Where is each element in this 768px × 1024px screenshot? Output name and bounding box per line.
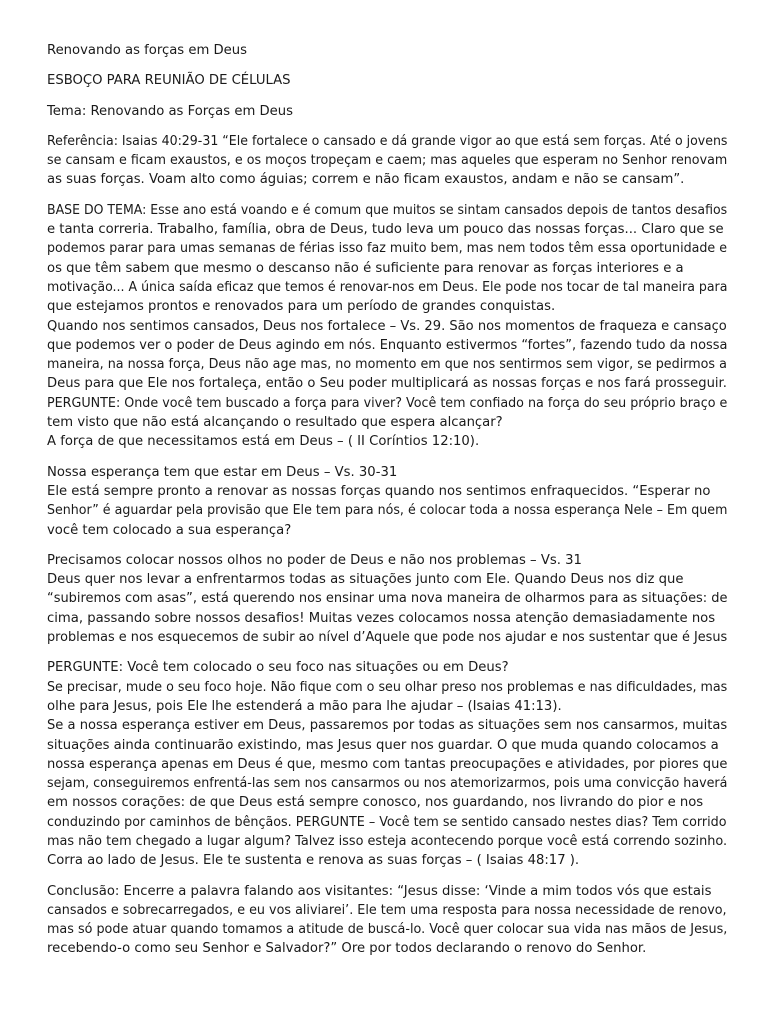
paragraph	[47, 882, 727, 959]
text-line: cima, passando sobre nossos desafios! Muitas vezes colocamos nossa atenção demasiadamente nos	[47, 610, 716, 626]
text-line: Se a nossa esperança estiver em Deus, passaremos por todas as situações sem nos cansarmos, muitas	[47, 718, 728, 734]
text-line: Se precisar, mude o seu foco hoje. Não fique com o seu olhar preso nos problemas e nas dificuldades, mas	[47, 679, 728, 695]
paragraph	[47, 102, 727, 121]
text-line: podemos parar para umas semanas de férias isso faz muito bem, mas nem todos têm essa oportunidade e	[47, 241, 727, 257]
text-line: Deus para que Ele nos fortaleça, então o Seu poder multiplicará as nossas forças e nos fará prosseguir.	[47, 376, 727, 392]
text-line: problemas e nos esquecemos de subir ao nível d’Aquele que pode nos ajudar e nos sustentar que é Jesus	[47, 630, 728, 646]
text-line: sejam, conseguiremos enfrentá-las sem nos cansarmos ou nos atemorizarmos, pois uma convicção haverá	[47, 776, 728, 792]
text-line: e tanta correria. Trabalho, família, obra de Deus, tudo leva um pouco das nossas forças... Claro que se	[47, 222, 724, 238]
text-line: recebendo-o como seu Senhor e Salvador?” Ore por todos declarando o renovo do Senhor.	[47, 941, 647, 957]
text-line: Nossa esperança tem que estar em Deus – Vs. 30-31	[47, 464, 398, 480]
text-line: as suas forças. Voam alto como águias; correm e não ficam exaustos, andam e não se cansam”.	[47, 172, 685, 188]
text-line: A força de que necessitamos está em Deus – ( II Coríntios 12:10).	[47, 434, 480, 450]
text-line: cansados e sobrecarregados, e eu vos aliviarei’. Ele tem uma resposta para nossa necessidade de renovo,	[47, 902, 727, 918]
text-line: nossa esperança apenas em Deus é que, mesmo com tantas preocupações e atividades, por piores que	[47, 756, 728, 772]
text-line: olhe para Jesus, pois Ele lhe estenderá a mão para lhe ajudar – (Isaias 41:13).	[47, 698, 562, 714]
text-line: Deus quer nos levar a enfrentarmos todas as situações junto com Ele. Quando Deus nos diz que	[47, 572, 684, 588]
paragraph	[47, 41, 727, 60]
text-line: se cansam e ficam exaustos, e os moços tropeçam e caem; mas aqueles que esperam no Senhor renovam	[47, 153, 728, 169]
text-line: situações ainda continuarão existindo, mas Jesus quer nos guardar. O que muda quando colocamos a	[47, 737, 719, 753]
text-line: os que têm sabem que mesmo o descanso não é suficiente para renovar as forças interiores e a	[47, 260, 684, 276]
paragraph	[47, 551, 727, 647]
text-line: motivação... A única saída eficaz que temos é renovar-nos em Deus. Ele pode nos tocar de tal maneira para	[47, 279, 728, 295]
text-line: PERGUNTE: Onde você tem buscado a força para viver? Você tem confiado na força do seu próprio braço e	[47, 395, 728, 411]
paragraph	[47, 71, 727, 90]
paragraph	[47, 132, 727, 190]
text-line: “subiremos com asas”, está querendo nos ensinar uma nova maneira de olharmos para as situações: de	[47, 591, 728, 607]
text-line: maneira, na nossa força, Deus não age mas, no momento em que nos sentirmos sem vigor, se pedirmos a	[47, 357, 727, 373]
document-page	[47, 41, 727, 970]
text-line: Quando nos sentimos cansados, Deus nos fortalece – Vs. 29. São nos momentos de fraqueza e cansaço	[47, 318, 727, 334]
text-line: Conclusão: Encerre a palavra falando aos visitantes: “Jesus disse: ‘Vinde a mim todos vós que estais	[47, 883, 712, 899]
text-line: tem visto que não está alcançando o resultado que espera alcançar?	[47, 415, 503, 431]
text-line: PERGUNTE: Você tem colocado o seu foco nas situações ou em Deus?	[47, 660, 509, 676]
text-line: Tema: Renovando as Forças em Deus	[47, 103, 293, 119]
text-line: ESBOÇO PARA REUNIÃO DE CÉLULAS	[47, 73, 291, 89]
text-line: Corra ao lado de Jesus. Ele te sustenta e renova as suas forças – ( Isaias 48:17 ).	[47, 853, 580, 869]
paragraph	[47, 658, 727, 870]
text-line: mas não tem chegado a lugar algum? Talvez isso esteja acontecendo porque você está correndo sozinho.	[47, 833, 728, 849]
text-line: Referência: Isaias 40:29-31 “Ele fortalece o cansado e dá grande vigor ao que está sem forças. Até o jovens	[47, 133, 728, 149]
text-line: Precisamos colocar nossos olhos no poder de Deus e não nos problemas – Vs. 31	[47, 552, 582, 568]
text-line: conduzindo por caminhos de bênçãos. PERGUNTE – Você tem se sentido cansado nestes dias? Tem corrido	[47, 814, 727, 830]
paragraph	[47, 201, 727, 452]
text-line: que estejamos prontos e renovados para um período de grandes conquistas.	[47, 299, 556, 315]
text-line: em nossos corações: de que Deus está sempre conosco, nos guardando, nos livrando do pior e nos	[47, 795, 704, 811]
text-line: Ele está sempre pronto a renovar as nossas forças quando nos sentimos enfraquecidos. “Esperar no	[47, 483, 711, 499]
text-line: que podemos ver o poder de Deus agindo em nós. Enquanto estivermos “fortes”, fazendo tudo da nossa	[47, 337, 728, 353]
paragraph	[47, 463, 727, 540]
text-line: BASE DO TEMA: Esse ano está voando e é comum que muitos se sintam cansados depois de tantos desafios	[47, 202, 728, 218]
text-line: Renovando as forças em Deus	[47, 43, 248, 58]
text-line: mas só pode atuar quando tomamos a atitude de buscá-lo. Você quer colocar sua vida nas mãos de Jesus,	[47, 922, 728, 938]
text-line: Senhor” é aguardar pela provisão que Ele tem para nós, é colocar toda a nossa esperança Nele – Em quem	[47, 503, 728, 519]
text-line: você tem colocado a sua esperança?	[47, 522, 292, 538]
